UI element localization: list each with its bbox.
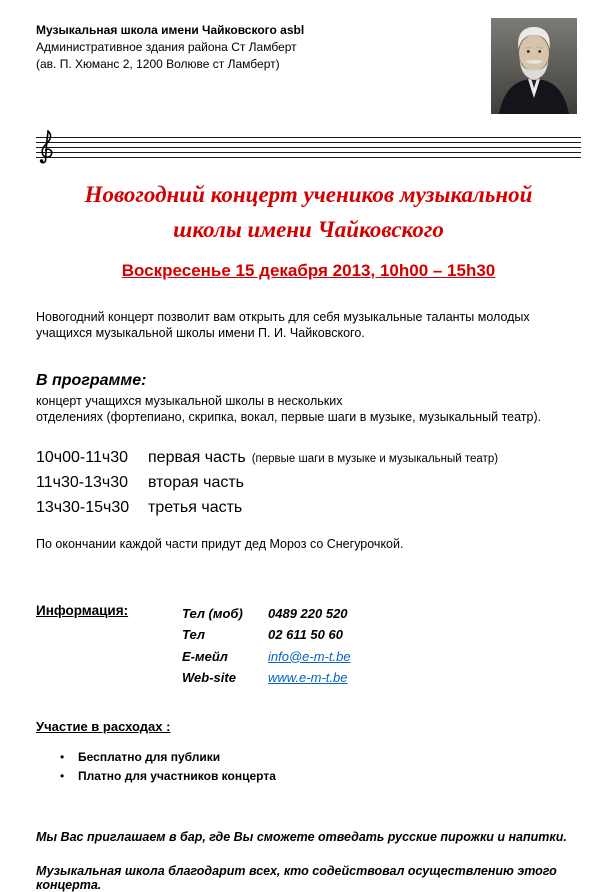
school-name: Музыкальная школа имени Чайковского asbl: [36, 23, 305, 37]
header: [36, 18, 581, 114]
info-label: Web-site: [182, 669, 236, 685]
participation-heading: Участие в расходах :: [36, 719, 171, 735]
address-line-1: Административное здания района Ст Ламберт: [36, 39, 297, 54]
information-heading: Информация:: [36, 602, 129, 618]
closing-invitation: Мы Вас приглашаем в бар, где Вы сможете отведать русские пирожки и напитки.: [36, 829, 567, 844]
concert-title-line-2: школы имени Чайковского: [173, 216, 444, 242]
schedule-row: [36, 471, 581, 496]
info-label: Е-мейл: [182, 648, 228, 664]
tchaikovsky-portrait: [491, 18, 577, 114]
schedule: [36, 446, 581, 520]
schedule-row: [36, 446, 581, 471]
information-rows: [182, 603, 351, 689]
email-link[interactable]: info@e-m-t.be: [268, 648, 351, 664]
schedule-part: третья часть: [148, 498, 243, 516]
schedule-time: 13ч30-15ч30: [36, 498, 130, 516]
schedule-note: (первые шаги в музыке и музыкальный театр): [251, 453, 499, 466]
participation-list: [36, 748, 581, 785]
program-description: [36, 393, 581, 427]
concert-title-line-1: Новогодний концерт учеников музыкальной: [84, 182, 533, 207]
program-description-line-2: отделениях (фортепиано, скрипка, вокал, первые шаги в музыке, музыкальный театр).: [36, 410, 542, 425]
info-row-email: [182, 646, 351, 667]
concert-title: [36, 178, 581, 247]
schedule-part: первая часть: [148, 449, 246, 467]
phone-number: 02 611 50 60: [268, 627, 343, 643]
info-label: Тел: [182, 627, 205, 643]
concert-date: Воскресенье 15 декабря 2013, 10h00 – 15h30: [121, 261, 496, 280]
mobile-phone-number: 0489 220 520: [268, 605, 348, 621]
schedule-part: вторая часть: [148, 474, 244, 492]
info-row-phone-mobile: [182, 603, 351, 624]
information-section: [36, 603, 581, 689]
program-heading: В программе:: [36, 371, 147, 389]
participation-item: • Бесплатно для публики: [36, 748, 581, 767]
closing-thanks: Музыкальная школа благодарит всех, кто содействовал осуществлению этого концерта.: [36, 863, 557, 892]
info-row-phone: [182, 624, 351, 645]
info-row-website: [182, 667, 351, 688]
website-link[interactable]: www.e-m-t.be: [268, 669, 348, 685]
participation-section: [36, 718, 581, 785]
participation-item: • Платно для участников концерта: [36, 767, 581, 786]
intro-paragraph: Новогодний концерт позволит вам открыть для себя музыкальные таланты молодых учащихся музыкальной школы имени П. И. Чайковского.: [36, 310, 530, 341]
music-staff: [36, 128, 581, 168]
info-label: Тел (моб): [182, 605, 243, 621]
school-address-block: [36, 18, 304, 72]
address-line-2: (ав. П. Хюманс 2, 1200 Волюве ст Ламберт): [36, 56, 280, 71]
schedule-row: [36, 496, 581, 521]
program-description-line-1: концерт учащихся музыкальной школы в нескольких: [36, 393, 343, 408]
schedule-footer-note: По окончании каждой части придут дед Мороз со Снегурочкой.: [36, 536, 404, 551]
schedule-time: 11ч30-13ч30: [36, 474, 128, 492]
schedule-time: 10ч00-11ч30: [36, 449, 128, 467]
